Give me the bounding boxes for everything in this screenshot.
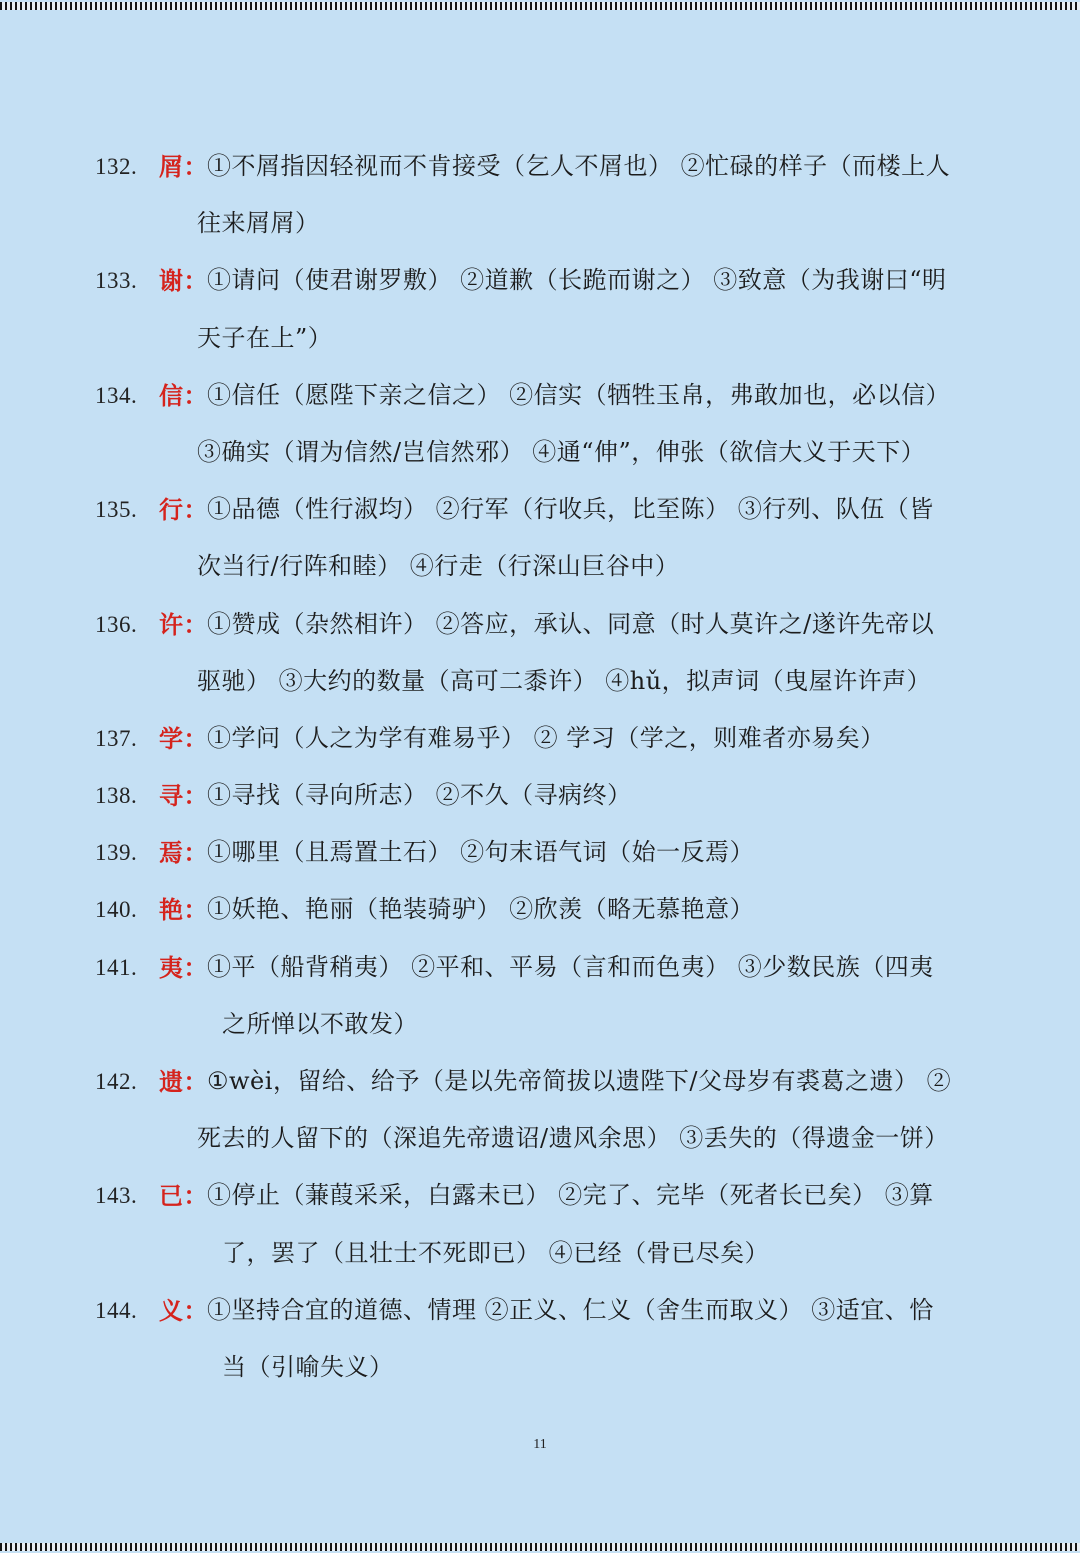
entry-definition: ①学问（人之为学有难易乎） ② 学习（学之，则难者亦易矣） bbox=[207, 723, 885, 752]
entry-headword: 义： bbox=[159, 1295, 208, 1325]
entry-138 bbox=[0, 767, 1080, 824]
entry-line-continued bbox=[0, 310, 1080, 367]
entry-number: 138. bbox=[95, 783, 138, 809]
entry-134 bbox=[0, 367, 1080, 481]
entry-definition: 往来屑屑） bbox=[197, 209, 320, 238]
entry-definition: ①信任（愿陛下亲之信之） ②信实（牺牲玉帛，弗敢加也，必以信） bbox=[207, 380, 951, 409]
entry-definition: ③确实（谓为信然/岂信然邪） ④通“伸”，伸张（欲信大义于天下） bbox=[197, 437, 926, 466]
entry-number: 134. bbox=[95, 382, 138, 408]
entry-headword: 已： bbox=[159, 1181, 208, 1211]
entry-number: 133. bbox=[95, 268, 138, 294]
entry-definition: ①坚持合宜的道德、情理 ②正义、仁义（舍生而取义） ③适宜、恰 bbox=[207, 1295, 934, 1324]
entry-line-continued bbox=[0, 996, 1080, 1053]
entry-definition: ①wèi，留给、给予（是以先帝简拔以遗陛下/父母岁有裘葛之遗） ② bbox=[207, 1067, 952, 1095]
entry-139 bbox=[0, 824, 1080, 881]
entry-141 bbox=[0, 939, 1080, 1053]
entry-line bbox=[0, 1053, 1080, 1110]
entry-line-continued bbox=[0, 538, 1080, 595]
entry-number: 139. bbox=[95, 840, 138, 866]
entry-line bbox=[0, 481, 1080, 538]
entry-definition: 天子在上”） bbox=[197, 323, 333, 352]
entry-headword: 许： bbox=[159, 609, 208, 639]
entry-line-continued bbox=[0, 424, 1080, 481]
entry-line-continued bbox=[0, 195, 1080, 252]
entry-number: 132. bbox=[95, 154, 138, 179]
entry-line bbox=[0, 1282, 1080, 1339]
entry-headword: 行： bbox=[159, 495, 208, 525]
entry-line bbox=[0, 596, 1080, 653]
entry-number: 140. bbox=[95, 897, 138, 923]
entry-headword: 信： bbox=[159, 380, 208, 410]
entry-number: 143. bbox=[95, 1183, 138, 1209]
entry-number: 142. bbox=[95, 1069, 138, 1094]
entry-line bbox=[0, 881, 1080, 938]
entry-132 bbox=[0, 138, 1080, 252]
entry-headword: 艳： bbox=[159, 895, 208, 925]
entry-137 bbox=[0, 710, 1080, 767]
entry-number: 135. bbox=[95, 497, 138, 523]
entry-definition: ①停止（蒹葭采采，白露未已） ②完了、完毕（死者长已矣） ③算 bbox=[207, 1181, 934, 1210]
entry-headword: 寻： bbox=[159, 781, 208, 811]
entry-definition: ①平（船背稍夷） ②平和、平易（言和而色夷） ③少数民族（四夷 bbox=[207, 952, 934, 981]
entry-definition: 驱驰） ③大约的数量（高可二黍许） ④hǔ，拟声词（曳屋许许声） bbox=[197, 666, 932, 695]
page-number: 11 bbox=[533, 1437, 547, 1452]
entry-line-continued bbox=[0, 1110, 1080, 1167]
entry-line-continued bbox=[0, 1339, 1080, 1396]
entry-line bbox=[0, 138, 1080, 195]
top-decorative-border bbox=[0, 2, 1080, 10]
entry-143 bbox=[0, 1167, 1080, 1281]
entry-line bbox=[0, 252, 1080, 309]
entry-headword: 焉： bbox=[159, 838, 208, 868]
entry-headword: 夷： bbox=[159, 952, 208, 982]
entry-135 bbox=[0, 481, 1080, 595]
entry-140 bbox=[0, 881, 1080, 938]
entry-line bbox=[0, 939, 1080, 996]
entry-definition: ①品德（性行淑均） ②行军（行收兵，比至陈） ③行列、队伍（皆 bbox=[207, 495, 934, 524]
entry-line bbox=[0, 367, 1080, 424]
entry-definition: 了，罢了（且壮士不死即已） ④已经（骨已尽矣） bbox=[222, 1238, 770, 1267]
entry-number: 136. bbox=[95, 611, 138, 637]
entry-definition: ①赞成（杂然相许） ②答应，承认、同意（时人莫许之/遂许先帝以 bbox=[207, 609, 935, 638]
entry-definition: ①妖艳、艳丽（艳装骑驴） ②欣羡（略无慕艳意） bbox=[207, 895, 755, 924]
entry-number: 144. bbox=[95, 1297, 138, 1323]
entry-line bbox=[0, 710, 1080, 767]
entry-142 bbox=[0, 1053, 1080, 1167]
entry-line bbox=[0, 824, 1080, 881]
entry-definition: 次当行/行阵和睦） ④行走（行深山巨谷中） bbox=[197, 552, 680, 581]
entry-headword: 谢： bbox=[159, 266, 208, 296]
entry-number: 137. bbox=[95, 725, 138, 751]
entry-definition: 之所惮以不敢发） bbox=[222, 1009, 418, 1038]
entry-headword: 遗： bbox=[159, 1067, 208, 1096]
bottom-decorative-border bbox=[0, 1543, 1080, 1551]
entry-definition: 死去的人留下的（深追先帝遗诏/遗风余思） ③丢失的（得遗金一饼） bbox=[197, 1124, 949, 1153]
entry-definition: ①哪里（且焉置土石） ②句末语气词（始一反焉） bbox=[207, 838, 755, 867]
entry-133 bbox=[0, 252, 1080, 366]
entry-136 bbox=[0, 596, 1080, 710]
entry-line bbox=[0, 1167, 1080, 1224]
entry-list bbox=[0, 138, 1080, 1396]
entry-definition: 当（引喻失义） bbox=[222, 1352, 394, 1381]
entry-number: 141. bbox=[95, 954, 138, 980]
entry-line bbox=[0, 767, 1080, 824]
entry-definition: ①请问（使君谢罗敷） ②道歉（长跪而谢之） ③致意（为我谢曰“明 bbox=[207, 266, 947, 295]
entry-headword: 学： bbox=[159, 723, 208, 753]
entry-definition: ①不屑指因轻视而不肯接受（乞人不屑也） ②忙碌的样子（而楼上人 bbox=[207, 152, 951, 180]
entry-definition: ①寻找（寻向所志） ②不久（寻病终） bbox=[207, 781, 632, 810]
entry-144 bbox=[0, 1282, 1080, 1396]
entry-headword: 屑： bbox=[159, 152, 208, 181]
entry-line-continued bbox=[0, 1225, 1080, 1282]
entry-line-continued bbox=[0, 653, 1080, 710]
